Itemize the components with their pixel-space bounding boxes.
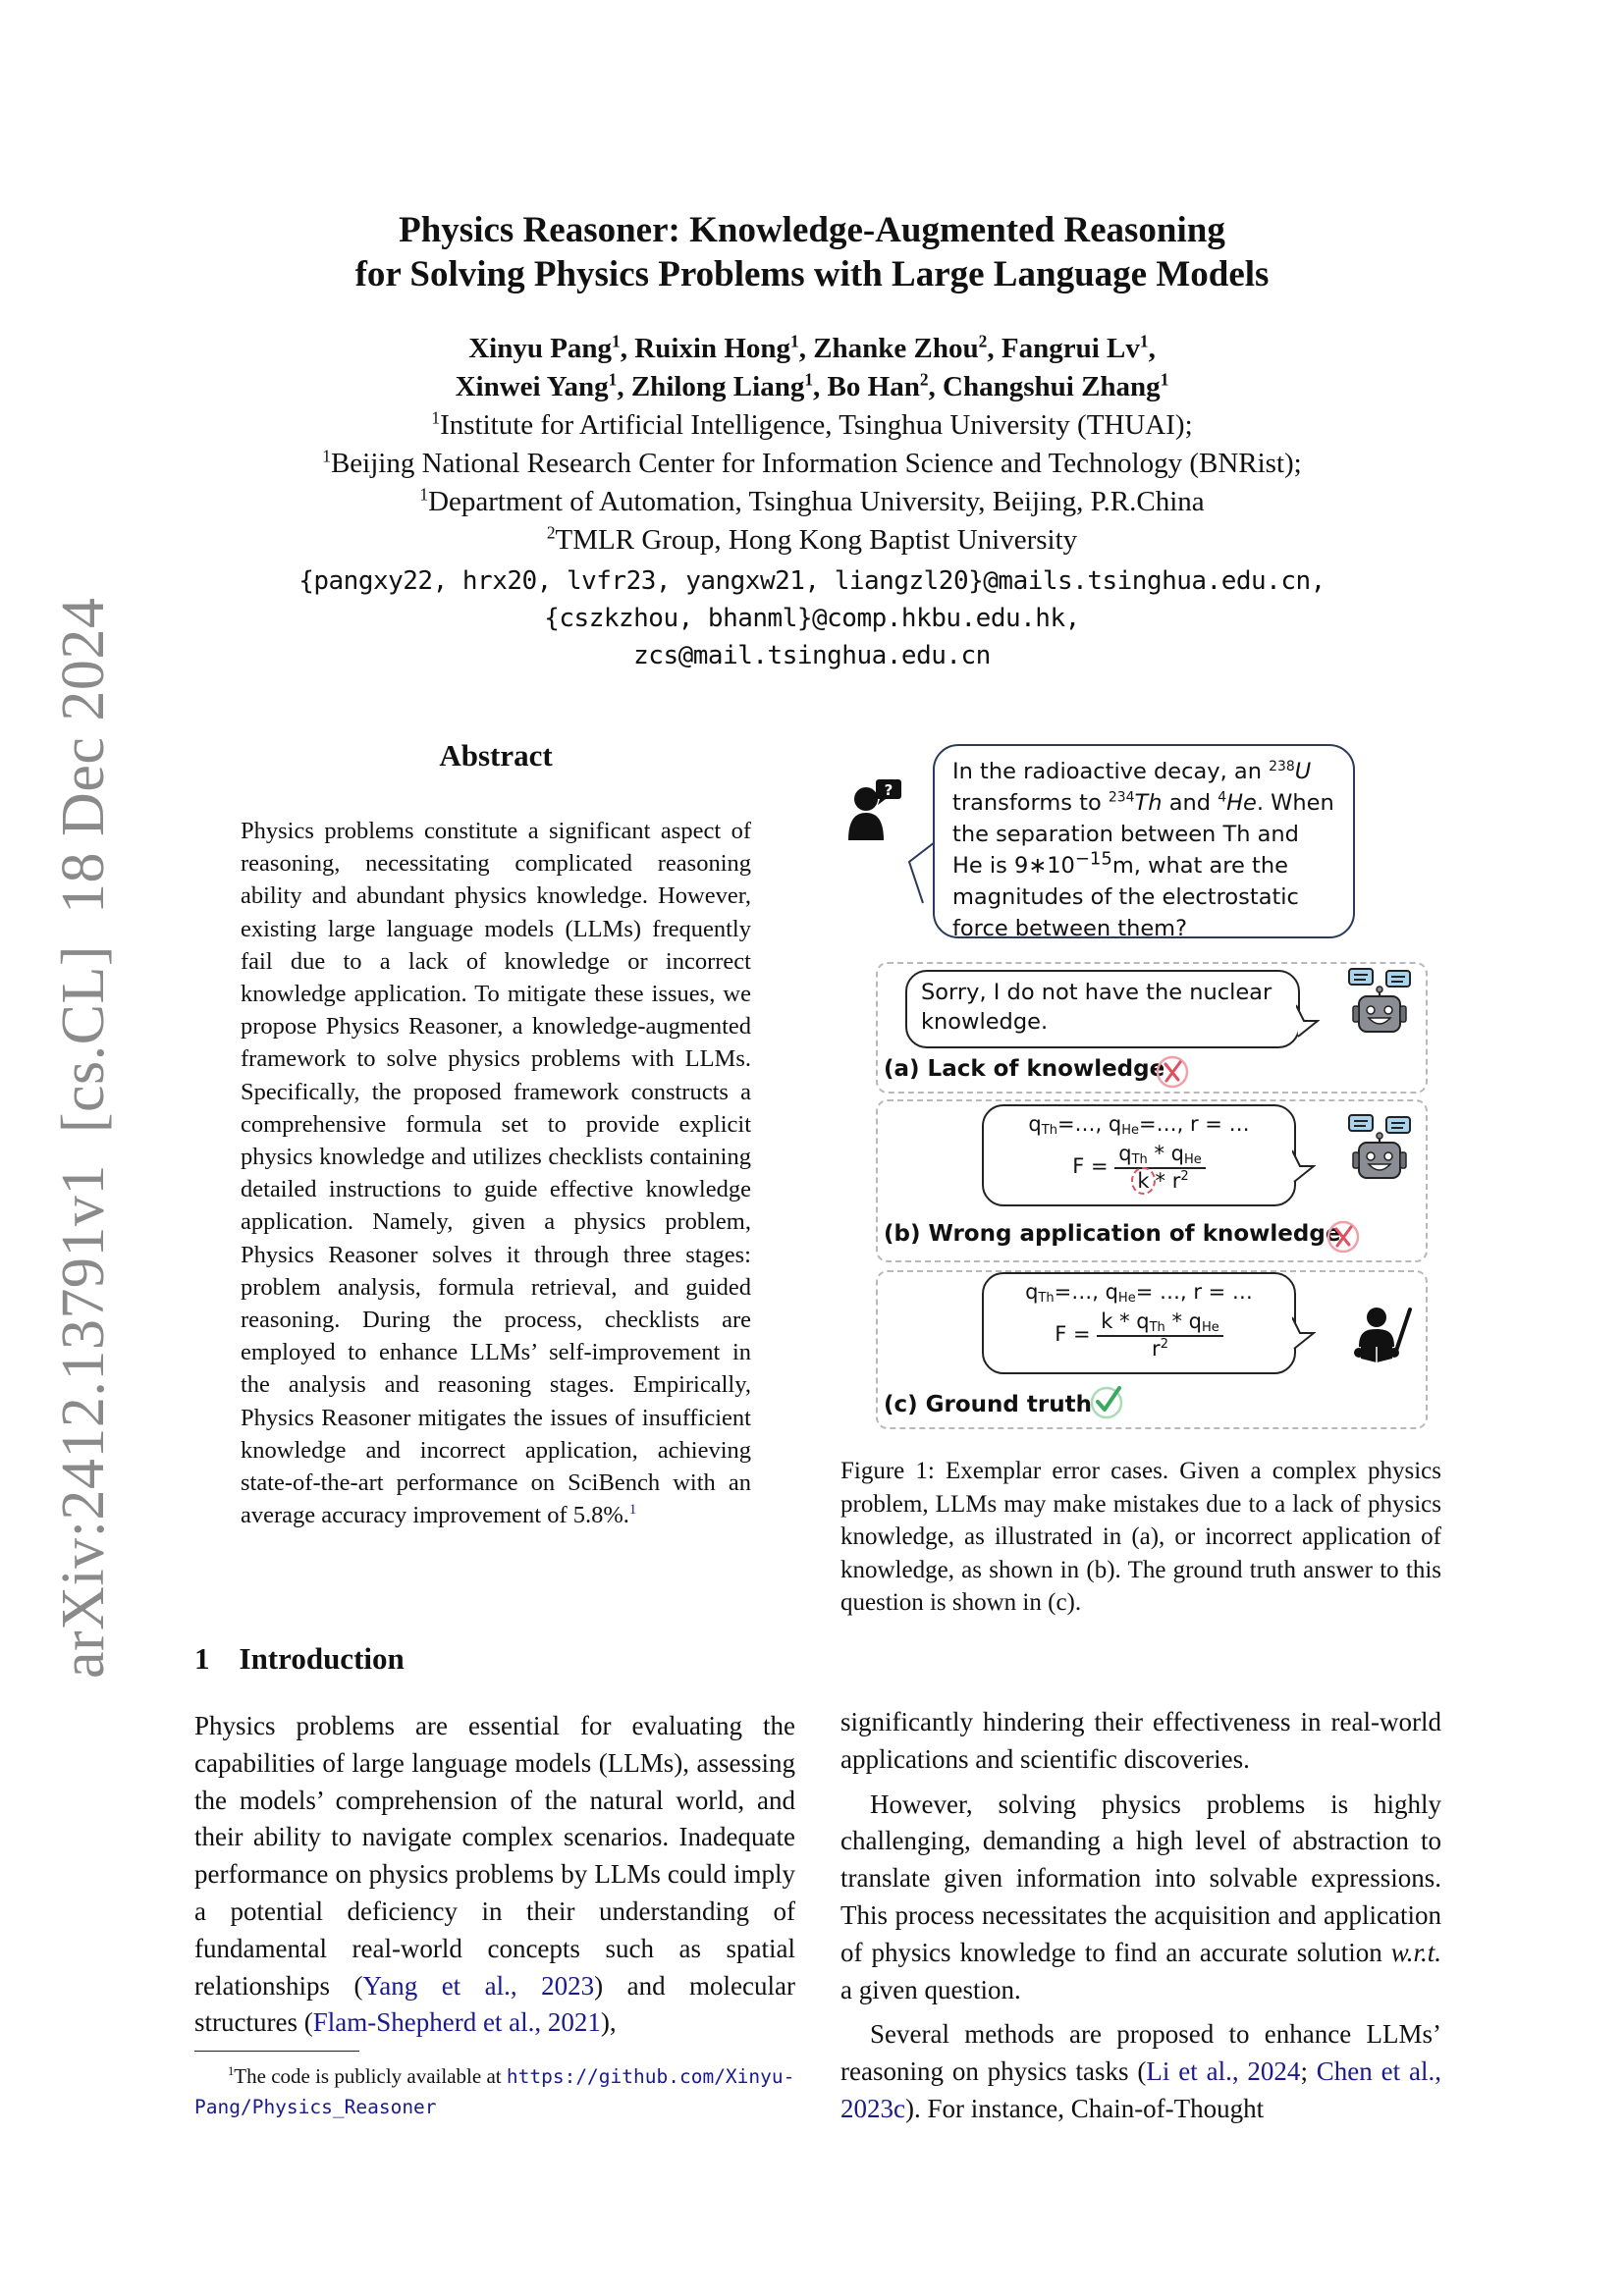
isotope-symbol: Th: [1134, 790, 1163, 816]
body-text: ) and molecular structures (: [194, 1970, 795, 2038]
body-text: Physics problems are essential for evaluating the capabilities of large language models (LLMs), assessing the models’ comprehension of the natural world, and their ability to navigate complex scenarios. Inadequate performance on physics problems by LLMs could imply a potential deficiency in their understanding of fundamental real-world concepts such as spatial relationships (: [194, 1711, 795, 2001]
question-text: In the radioactive decay, an: [952, 759, 1270, 784]
robot-response-bubble-a: Sorry, I do not have the nuclear knowledge.: [905, 970, 1300, 1048]
introduction-paragraph-1-continued: significantly hindering their effectiveness in real-world applications and scientific discoveries.: [840, 1707, 1441, 1774]
body-text: a given question.: [840, 1974, 1021, 2004]
footnote-number: 1: [228, 2064, 235, 2078]
wrong-cross-icon: [1155, 1054, 1190, 1095]
affiliation: [0, 483, 1624, 521]
affiliation-text: Department of Automation, Tsinghua University, Beijing, P.R.China: [428, 486, 1205, 517]
affiliation-number: 1: [419, 484, 429, 505]
bubble-tail-a: [1296, 1001, 1320, 1041]
teacher-reading-icon: [1351, 1304, 1414, 1371]
email-line[interactable]: {pangxy22, hrx20, lvfr23, yangxw21, liangzl20}@mails.tsinghua.edu.cn,: [298, 566, 1326, 596]
title-line-1: Physics Reasoner: Knowledge-Augmented Reasoning: [399, 210, 1225, 250]
abstract-text: Physics problems constitute a significant aspect of reasoning, necessitating complicated reasoning ability and abundant physics knowledge. However, existing large language models (LLMs) frequently fail due to a lack of knowledge or incorrect knowledge application. To mitigate these issues, we propose Physics Reasoner, a knowledge-augmented framework to solve physics problems with LLMs. Specifically, the proposed framework constructs a comprehensive formula set to provide explicit physics knowledge and utilizes checklists containing detailed instructions to guide effective knowledge application. Namely, given a physics problem, Physics Reasoner solves it through three stages: problem analysis, formula retrieval, and guided reasoning. During the process, checklists are employed to enhance LLMs’ self-improvement in the analysis and reasoning stages. Empirically, Physics Reasoner mitigates the issues of insufficient knowledge and incorrect application, achieving state-of-the-art performance on SciBench with an average accuracy improvement of 5.8%.: [241, 818, 751, 1529]
bubble-tail-b: [1292, 1147, 1316, 1186]
section-title: Introduction: [239, 1641, 405, 1676]
panel-c-label: (c) Ground truth: [884, 1392, 1092, 1417]
citation-link[interactable]: Yang et al., 2023: [362, 1970, 595, 2001]
panel-a-label: (a) Lack of knowledge: [884, 1056, 1165, 1082]
affiliation-text: Institute for Artificial Intelligence, Tsinghua University (THUAI);: [440, 409, 1193, 441]
author-affiliation-mark: 1: [790, 331, 799, 351]
section-heading-introduction: [194, 1641, 405, 1677]
wrong-formula: F = $\frac{q_{Th} * q_{He}}{k * r^2}$: [984, 1142, 1294, 1193]
question-speech-bubble: [933, 744, 1355, 941]
introduction-right-column: [840, 1704, 1441, 2128]
figure-1-caption: Figure 1: Exemplar error cases. Given a complex physics problem, LLMs may make mistakes due to a lack of physics knowledge, as illustrated in (a), or incorrect application of knowledge, as shown in (b). The ground truth answer to this question is shown in (c).: [840, 1458, 1441, 1616]
question-text: transforms to: [952, 790, 1109, 816]
citation-link[interactable]: Chen et al., 2023c: [840, 2056, 1441, 2123]
footnote-text: The code is publicly available at: [234, 2064, 507, 2088]
author-affiliation-mark: 1: [612, 331, 621, 351]
body-text: Several methods are proposed to enhance LLMs’ reasoning on physics tasks (: [840, 2019, 1441, 2087]
author-affiliation-mark: 2: [919, 369, 929, 390]
exponent: −15: [1074, 848, 1112, 870]
affiliation: [0, 406, 1624, 445]
panel-b-label: (b) Wrong application of knowledge: [884, 1221, 1341, 1247]
introduction-paragraph-1: [194, 1708, 795, 2042]
correct-formula: F = $\frac{k * q_{Th} * q_{He}}{r^2}$: [984, 1309, 1294, 1361]
givens-line: $q_{Th}=\dots$, $q_{He}=$ …, r = …: [1025, 1280, 1253, 1306]
affiliation-text: TMLR Group, Hong Kong Baptist University: [555, 524, 1078, 556]
affiliation: [0, 445, 1624, 483]
citation-link[interactable]: Li et al., 2024: [1146, 2056, 1301, 2087]
isotope-symbol: He: [1226, 790, 1257, 816]
wrong-cross-icon: [1326, 1219, 1361, 1259]
isotope-mass: 234: [1108, 789, 1135, 806]
introduction-paragraph-3: [840, 2016, 1441, 2127]
affiliation: [0, 521, 1624, 560]
user-question-icon: [844, 775, 913, 844]
question-text: m, what are the magnitudes of the electrostatic force between them?: [952, 853, 1299, 941]
author-list: [0, 330, 1624, 406]
author-affiliation-mark: 1: [804, 369, 814, 390]
author-name: Xinwei Yang: [455, 371, 609, 402]
teacher-response-bubble-c: [982, 1272, 1296, 1374]
authors-line-2: Xinwei Yang$^1$, Zhilong Liang$^1$, Bo Han$^2$, Changshui Zhang$^1$: [455, 369, 1169, 402]
authors-line-1: Xinyu Pang$^1$, Ruixin Hong$^1$, Zhanke Zhou$^2$, Fangrui Lv$^1$,: [468, 331, 1156, 364]
author-affiliation-mark: 2: [978, 331, 988, 351]
author-affiliation-mark: 1: [1160, 369, 1169, 390]
author-affiliation-mark: 1: [1139, 331, 1149, 351]
bubble-tail-c: [1292, 1313, 1316, 1353]
email-line[interactable]: zcs@mail.tsinghua.edu.cn: [633, 641, 991, 670]
isotope-mass: 238: [1269, 759, 1295, 774]
author-name: Zhanke Zhou: [813, 333, 979, 364]
affiliation-number: 1: [322, 446, 331, 466]
affiliation-number: 1: [431, 407, 441, 428]
email-line[interactable]: {cszkzhou, bhanml}@comp.hkbu.edu.hk,: [544, 604, 1080, 633]
question-text: and: [1162, 790, 1218, 816]
author-name: Zhilong Liang: [630, 371, 805, 402]
section-number: 1: [194, 1641, 210, 1676]
body-text: However, solving physics problems is highly challenging, demanding a high level of abstraction to translate given information into solvable expressions. This process necessitates the acquisition and application of physics knowledge to find an accurate solution: [840, 1789, 1441, 1967]
svg-text:?: ?: [884, 781, 893, 799]
footnote-divider: [194, 2051, 359, 2052]
author-name: Ruixin Hong: [634, 333, 790, 364]
affiliation-list: [0, 406, 1624, 560]
body-text: ),: [600, 2007, 617, 2038]
isotope-mass: 4: [1218, 789, 1227, 806]
isotope-symbol: U: [1294, 759, 1312, 784]
introduction-paragraph-2: [840, 1787, 1441, 2009]
citation-link[interactable]: Flam-Shepherd et al., 2021: [312, 2007, 601, 2038]
paper-title: [0, 208, 1624, 296]
robot-chat-icon: [1347, 1113, 1416, 1187]
arxiv-identifier-stamp: arXiv:2412.13791v1 [cs.CL] 18 Dec 2024: [50, 597, 117, 1679]
footnote: [194, 2061, 803, 2122]
author-name: Bo Han: [827, 371, 920, 402]
body-text: ). For instance, Chain-of-Thought: [904, 2093, 1265, 2123]
question-text: . When the separation between Th and He is 9∗10: [952, 790, 1334, 879]
robot-response-bubble-b: [982, 1104, 1296, 1206]
correct-check-icon: [1088, 1382, 1127, 1426]
error-highlight-k: k: [1131, 1167, 1155, 1195]
author-name: Xinyu Pang: [468, 333, 613, 364]
robot-chat-icon: [1347, 967, 1416, 1041]
emphasis-text: w.r.t.: [1390, 1937, 1441, 1967]
author-name: Changshui Zhang: [943, 371, 1161, 402]
affiliation-number: 2: [546, 522, 556, 543]
github-link[interactable]: https://github.com/Xinyu-Pang/Physics_Reasoner: [194, 2065, 795, 2118]
author-name: Fangrui Lv: [1001, 333, 1140, 364]
author-affiliation-mark: 1: [608, 369, 618, 390]
footnote-marker-link[interactable]: 1: [628, 1502, 637, 1519]
affiliation-text: Beijing National Research Center for Information Science and Technology (BNRist);: [330, 448, 1302, 479]
abstract-heading: Abstract: [439, 738, 553, 773]
abstract-body: [241, 815, 751, 1531]
email-list: [0, 562, 1624, 674]
body-text: ;: [1300, 2056, 1317, 2087]
title-line-2: for Solving Physics Problems with Large Language Models: [354, 254, 1270, 294]
givens-line: $q_{Th}=\dots$, $q_{He}=\dots$, r = …: [1028, 1112, 1250, 1138]
